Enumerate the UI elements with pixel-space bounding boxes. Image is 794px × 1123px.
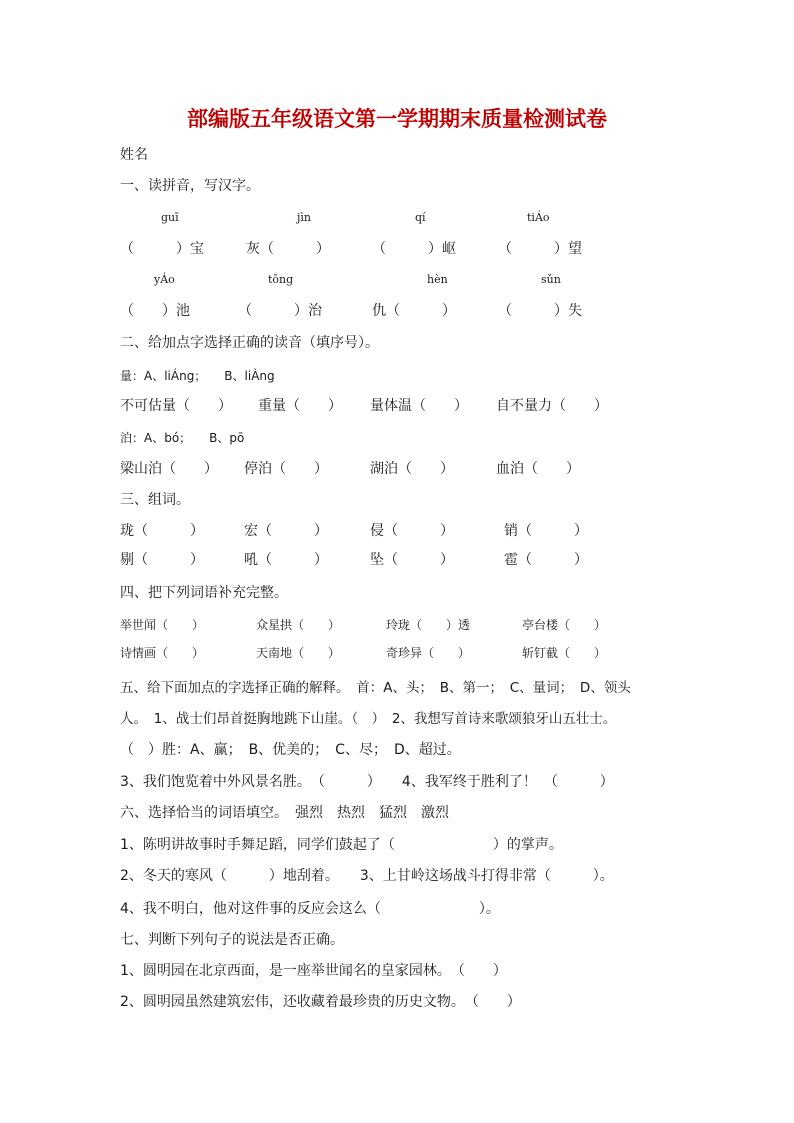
pinyin: hèn [427,273,448,286]
pinyin: tōng [268,273,294,286]
blank-item: （ ）治 [238,303,322,319]
question-item: 停泊（ ） [244,461,328,477]
word-item: 雹（ ） [504,552,588,568]
blank-item: （ ）岖 [372,241,456,257]
section-4-heading: 四、把下列词语补充完整。 [120,585,288,601]
question-item: 量体温（ ） [370,398,468,414]
pronunciation-options: 泊：A、bó； B、pō [120,431,245,445]
judge-question: 1、圆明园在北京西面，是一座举世闻名的皇家园林。 （ ） [120,963,507,979]
pinyin: guī [161,211,179,224]
idiom-item: 奇珍异（ ） [386,646,471,660]
section-5-text: 人。 1、战士们昂首挺胸地跳下山崖。（ ） 2、我想写首诗来歌颂狼牙山五壮士。 [120,711,617,727]
question-item: 自不量力（ ） [496,398,608,414]
pronunciation-options: 量：A、liÁng； B、liÀng [120,369,275,383]
word-item: 侵（ ） [370,523,454,539]
question-item: 梁山泊（ ） [120,461,218,477]
pinyin: yÁo [154,273,175,286]
section-6-heading: 六、选择恰当的词语填空。 强烈 热烈 猛烈 激烈 [120,805,449,821]
name-label: 姓名 [120,147,148,163]
idiom-item: 举世闻（ ） [120,618,205,632]
idiom-item: 诗情画（ ） [120,646,205,660]
idiom-item: 斩钉截（ ） [522,646,607,660]
fill-question: 1、陈明讲故事时手舞足蹈，同学们鼓起了（ ）的掌声。 [120,837,563,853]
section-1-heading: 一、读拼音，写汉字。 [120,178,260,194]
blank-item: （ ）池 [120,303,190,319]
word-item: 剔（ ） [120,552,204,568]
question-item: 血泊（ ） [496,461,580,477]
blank-item: （ ）望 [498,241,582,257]
fill-question: 2、冬天的寒风（ ）地刮着。 3、上甘岭这场战斗打得非常（ ）。 [120,868,614,884]
idiom-item: 天南地（ ） [256,646,341,660]
idiom-item: 玲珑（ ）透 [386,618,471,632]
fill-question: 4、我不明白，他对这件事的反应会这么（ ）。 [120,901,500,917]
pinyin: sǔn [541,273,561,286]
blank-item: （ ）失 [498,303,582,319]
judge-question: 2、圆明园虽然建筑宏伟，还收藏着最珍贵的历史文物。 （ ） [120,994,521,1010]
word-item: 宏（ ） [244,523,328,539]
blank-item: （ ）宝 [120,241,204,257]
blank-item: 仇（ ） [372,303,456,319]
question-item: 不可估量（ ） [120,398,232,414]
pinyin: qí [415,211,426,224]
section-5-text: 五、给下面加点的字选择正确的解释。 首：A、头； B、第一； C、量词； D、领头 [120,680,631,696]
idiom-item: 众星拱（ ） [256,618,341,632]
question-item: 重量（ ） [258,398,342,414]
blank-item: 灰（ ） [246,241,330,257]
idiom-item: 亭台楼（ ） [522,618,607,632]
word-item: 销（ ） [504,523,588,539]
word-item: 珑（ ） [120,523,204,539]
word-item: 吼（ ） [244,552,328,568]
section-2-heading: 二、给加点字选择正确的读音（填序号）。 [120,335,379,351]
word-item: 坠（ ） [370,552,454,568]
section-7-heading: 七、判断下列句子的说法是否正确。 [120,932,344,948]
section-5-text: （ ）胜：A、赢； B、优美的； C、尽； D、超过。 [120,742,461,758]
section-5-text: 3、我们饱览着中外风景名胜。 （ ） 4、我军终于胜利了！ （ ） [120,774,614,790]
page-title: 部编版五年级语文第一学期期末质量检测试卷 [187,106,607,131]
pinyin: jìn [297,211,312,224]
question-item: 湖泊（ ） [370,461,454,477]
section-3-heading: 三、组词。 [120,492,190,508]
pinyin: tiÁo [527,211,550,224]
